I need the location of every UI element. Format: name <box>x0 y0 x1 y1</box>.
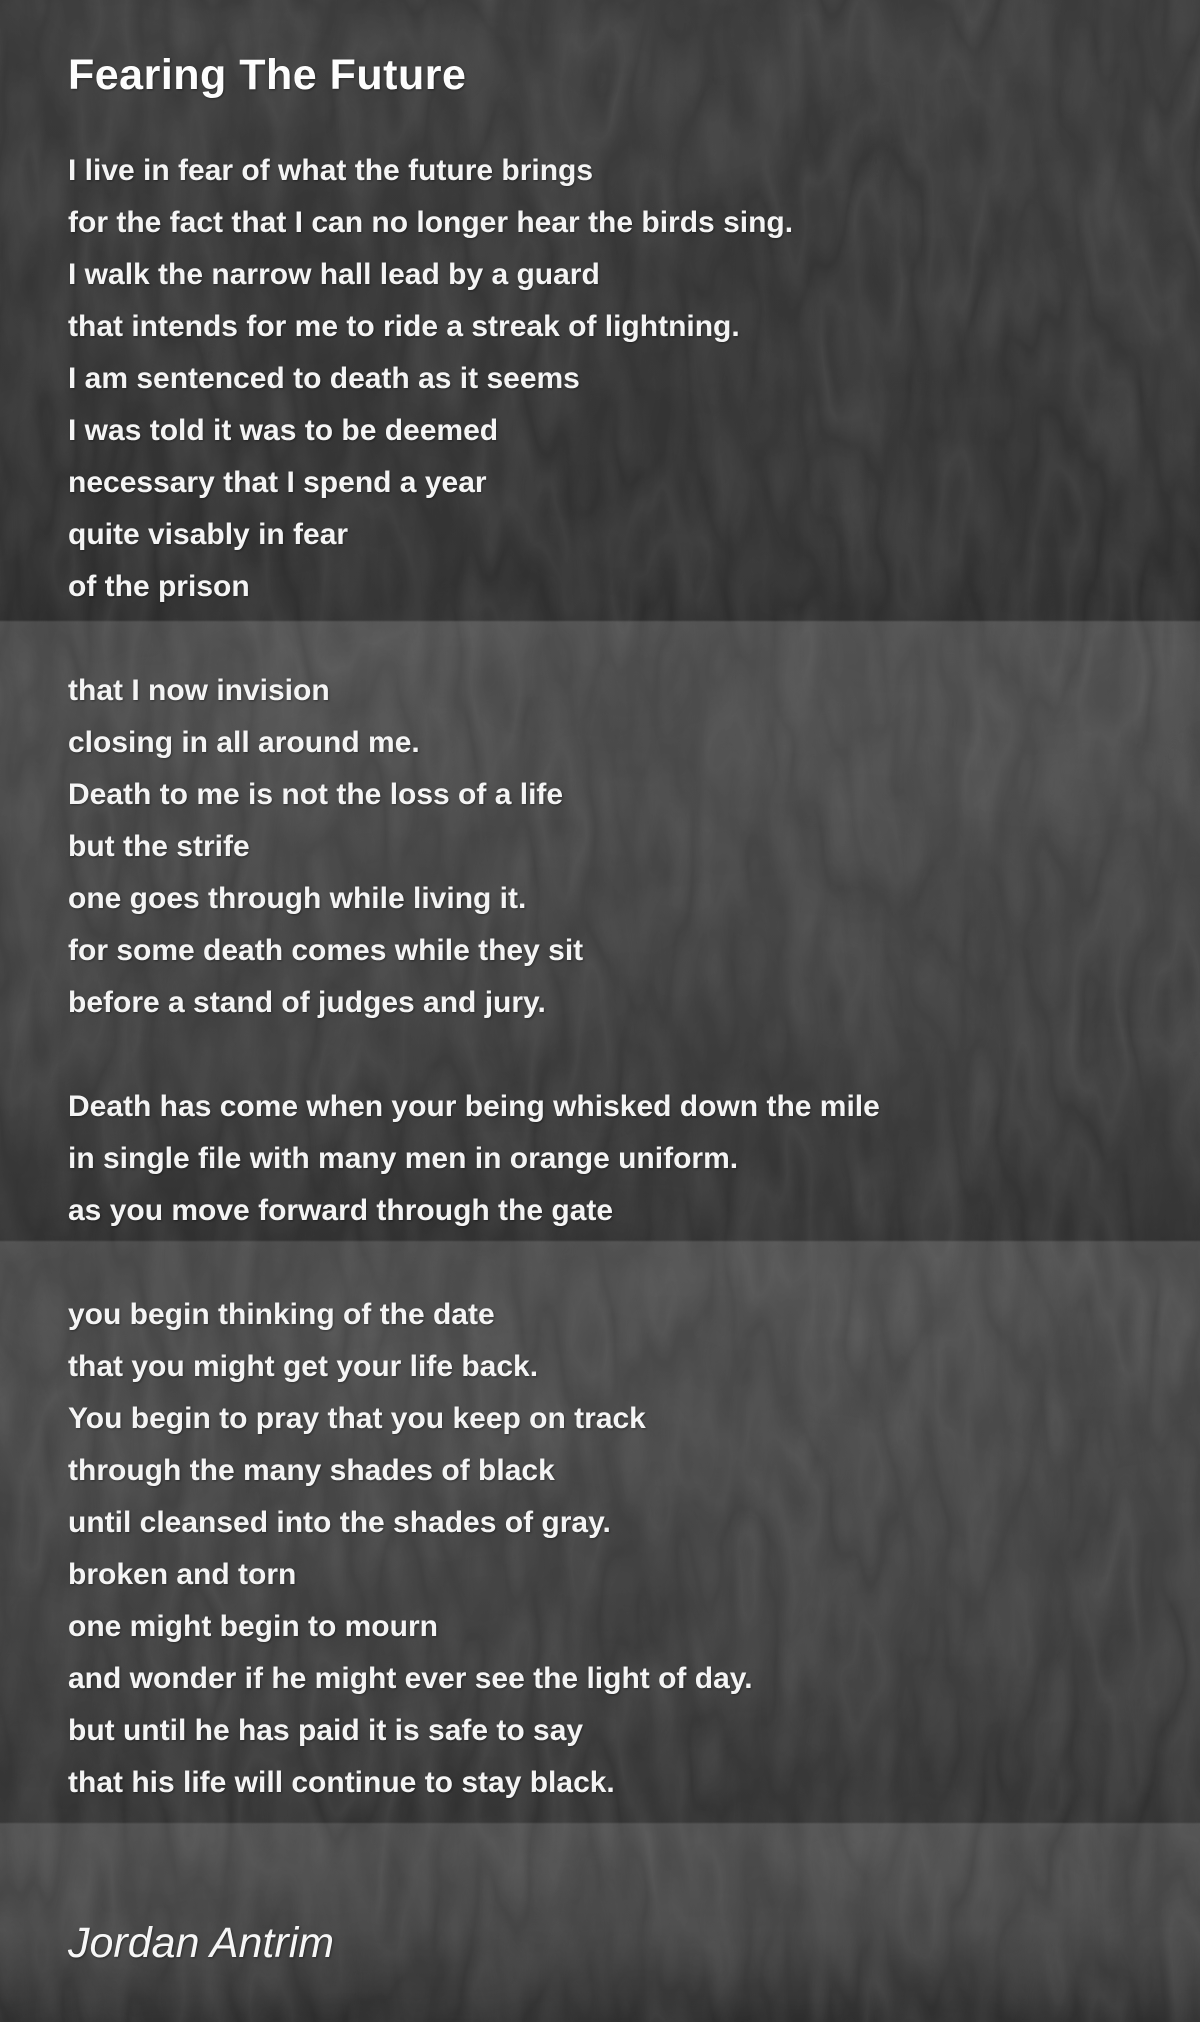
poem-line: necessary that I spend a year <box>68 466 487 499</box>
poem-line <box>68 1029 1148 1081</box>
poem-line: You begin to pray that you keep on track <box>68 1402 646 1435</box>
poem-line: that his life will continue to stay black. <box>68 1766 615 1799</box>
poem-line: for some death comes while they sit <box>68 934 584 967</box>
poem-line: but until he has paid it is safe to say <box>68 1714 584 1747</box>
poem-line: through the many shades of black <box>68 1454 555 1487</box>
poem-line: I am sentenced to death as it seems <box>68 362 580 395</box>
poem-line: before a stand of judges and jury. <box>68 986 546 1019</box>
poem-line: Death has come when your being whisked down the mile <box>68 1090 880 1123</box>
poem-body <box>68 145 1148 1809</box>
poem-line: I live in fear of what the future brings <box>68 154 594 187</box>
poem-line: of the prison <box>68 570 250 603</box>
poem-line: and wonder if he might ever see the light of day. <box>68 1662 753 1695</box>
poem-line <box>68 1237 1148 1289</box>
poem-line: that intends for me to ride a streak of lightning. <box>68 310 740 343</box>
poem-title: Fearing The Future <box>68 51 467 99</box>
poem-line: Death to me is not the loss of a life <box>68 778 564 811</box>
poem-line: for the fact that I can no longer hear the birds sing. <box>68 206 794 239</box>
poem-line: you begin thinking of the date <box>68 1298 495 1331</box>
poem-author: Jordan Antrim <box>68 1919 335 1967</box>
poem-line: one might begin to mourn <box>68 1610 438 1643</box>
poem-line: as you move forward through the gate <box>68 1194 614 1227</box>
poem-line: broken and torn <box>68 1558 297 1591</box>
poem-line: closing in all around me. <box>68 726 420 759</box>
poem-line: one goes through while living it. <box>68 882 527 915</box>
poem-line: I walk the narrow hall lead by a guard <box>68 258 600 291</box>
poem-line: quite visably in fear <box>68 518 349 551</box>
poem-line: that I now invision <box>68 674 330 707</box>
poem-line <box>68 613 1148 665</box>
poem-line: until cleansed into the shades of gray. <box>68 1506 611 1539</box>
poem-line: I was told it was to be deemed <box>68 414 499 447</box>
poem-line: that you might get your life back. <box>68 1350 539 1383</box>
poem-line: but the strife <box>68 830 250 863</box>
poem-line: in single file with many men in orange uniform. <box>68 1142 739 1175</box>
